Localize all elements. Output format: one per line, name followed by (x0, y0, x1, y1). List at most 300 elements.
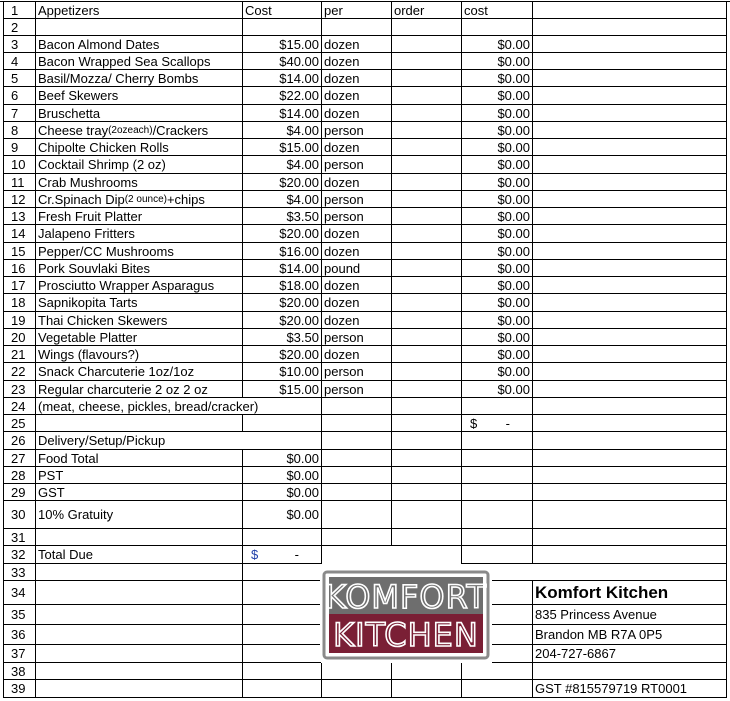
item-line-total: $0.00 (461, 70, 532, 87)
row-number: 12 (3, 191, 35, 208)
item-cost: $20.00 (242, 346, 321, 363)
item-name-text: Bruschetta (38, 105, 101, 121)
item-unit: dozen (321, 312, 391, 329)
table-row (0, 312, 730, 329)
pst-value: $0.00 (242, 467, 321, 484)
row-number: 23 (3, 381, 35, 398)
blank-cell[interactable] (242, 605, 321, 625)
header-appetizers: Appetizers (35, 2, 242, 19)
blank-cell[interactable] (532, 450, 727, 467)
header-row (0, 1, 730, 19)
item-unit: pound (321, 260, 391, 277)
item-unit: person (321, 329, 391, 346)
blank-cell[interactable] (242, 663, 321, 680)
item-line-total: $0.00 (461, 105, 532, 122)
blank-cell[interactable] (461, 484, 532, 501)
blank-cell[interactable] (321, 19, 391, 36)
blank-cell[interactable] (492, 564, 727, 581)
blank-cell[interactable] (242, 529, 321, 546)
item-line-total: $0.00 (461, 208, 532, 225)
item-cost: $40.00 (242, 53, 321, 70)
item-unit: dozen (321, 70, 391, 87)
row-number: 37 (3, 645, 35, 663)
blank-cell[interactable] (461, 432, 532, 450)
row-number: 2 (3, 19, 35, 36)
blank-cell[interactable] (391, 415, 461, 432)
order-quantity-cell[interactable] (391, 294, 461, 312)
item-name-text: Thai Chicken Skewers (38, 312, 168, 328)
blank-cell[interactable] (461, 501, 532, 529)
table-row (0, 277, 730, 294)
blank-cell[interactable] (532, 139, 727, 156)
total-due-currency: $ (251, 547, 259, 562)
item-name (35, 225, 242, 243)
item-name-text: Cocktail Shrimp (2 oz) (38, 157, 166, 172)
item-cost: $15.00 (242, 381, 321, 398)
blank-cell[interactable] (35, 680, 242, 698)
blank-cell[interactable] (242, 625, 321, 645)
item-name-note: (2 ounce) (124, 193, 167, 205)
item-name (35, 329, 242, 346)
table-row (0, 329, 730, 346)
row-number: 36 (3, 625, 35, 645)
blank-cell[interactable] (532, 329, 727, 346)
order-quantity-cell[interactable] (391, 53, 461, 70)
header-total-cost: cost (461, 2, 532, 19)
item-line-total: $0.00 (461, 346, 532, 363)
item-name (35, 191, 242, 208)
row-number: 1 (3, 2, 35, 19)
blank-cell[interactable] (461, 663, 532, 680)
row-number: 20 (3, 329, 35, 346)
table-row (0, 70, 730, 87)
row-number: 32 (3, 546, 35, 564)
item-name (35, 36, 242, 53)
blank-cell[interactable] (532, 260, 727, 277)
blank-cell[interactable] (532, 19, 727, 36)
blank-cell[interactable] (461, 450, 532, 467)
row-number: 16 (3, 260, 35, 277)
item-unit: person (321, 208, 391, 225)
item-unit: person (321, 363, 391, 381)
blank-cell[interactable] (391, 501, 461, 529)
item-unit: dozen (321, 346, 391, 363)
item-cost: $15.00 (242, 139, 321, 156)
item-name-text: Jalapeno Fritters (38, 226, 135, 241)
blank-cell[interactable] (492, 645, 532, 663)
charcuterie-note: (meat, cheese, pickles, bread/cracker) (35, 398, 321, 415)
item-cost: $15.00 (242, 36, 321, 53)
blank-cell[interactable] (461, 529, 532, 546)
item-cost: $20.00 (242, 225, 321, 243)
blank-cell[interactable] (321, 450, 391, 467)
row-number: 39 (3, 680, 35, 698)
blank-cell[interactable] (391, 680, 461, 698)
table-row (0, 174, 730, 191)
header-blank (532, 2, 727, 19)
table-row (0, 381, 730, 398)
item-cost: $22.00 (242, 87, 321, 105)
item-name-text: Bacon Wrapped Sea Scallops (38, 53, 211, 69)
blank-cell[interactable] (492, 581, 532, 605)
business-gst-number: GST #815579719 RT0001 (532, 680, 727, 698)
blank-cell[interactable] (391, 432, 461, 450)
row-number: 38 (3, 663, 35, 680)
row-number: 3 (3, 36, 35, 53)
footer-row (0, 663, 730, 680)
row-number: 31 (3, 529, 35, 546)
item-unit: dozen (321, 139, 391, 156)
table-row (0, 53, 730, 70)
item-unit: dozen (321, 294, 391, 312)
blank-cell[interactable] (321, 529, 391, 546)
item-unit: person (321, 122, 391, 139)
blank-cell[interactable] (321, 663, 391, 680)
blank-cell[interactable] (532, 381, 727, 398)
blank-cell[interactable] (321, 398, 391, 415)
blank-cell[interactable] (461, 398, 532, 415)
item-unit: dozen (321, 53, 391, 70)
total-due-value: - (294, 547, 299, 562)
gst-value: $0.00 (242, 484, 321, 501)
blank-cell[interactable] (532, 70, 727, 87)
table-row (0, 243, 730, 260)
blank-cell[interactable] (532, 398, 727, 415)
row-number: 28 (3, 467, 35, 484)
order-quantity-cell[interactable] (391, 36, 461, 53)
order-quantity-cell[interactable] (391, 139, 461, 156)
row-number: 25 (3, 415, 35, 432)
blank-cell[interactable] (532, 243, 727, 260)
order-quantity-cell[interactable] (391, 312, 461, 329)
table-row (0, 260, 730, 277)
food-total-row (0, 450, 730, 467)
header-per: per (321, 2, 391, 19)
delivery-row (0, 432, 730, 450)
blank-cell[interactable] (532, 501, 727, 529)
gratuity-label: 10% Gratuity (35, 501, 242, 529)
order-quantity-cell[interactable] (391, 191, 461, 208)
table-row (0, 139, 730, 156)
order-quantity-cell[interactable] (391, 225, 461, 243)
order-quantity-cell[interactable] (391, 363, 461, 381)
order-quantity-cell[interactable] (391, 105, 461, 122)
item-line-total: $0.00 (461, 363, 532, 381)
item-cost: $14.00 (242, 260, 321, 277)
blank-cell[interactable] (532, 36, 727, 53)
item-name (35, 70, 242, 87)
item-name-text: Fresh Fruit Platter (38, 208, 143, 224)
item-unit: dozen (321, 277, 391, 294)
blank-cell[interactable] (461, 467, 532, 484)
item-name (35, 174, 242, 191)
blank-cell[interactable] (321, 467, 391, 484)
item-cost: $10.00 (242, 363, 321, 381)
item-name-text: Regular charcuterie 2 oz 2 oz (38, 381, 208, 397)
item-unit: dozen (321, 243, 391, 260)
order-quantity-cell[interactable] (391, 260, 461, 277)
item-line-total: $0.00 (461, 294, 532, 312)
blank-cell[interactable] (242, 581, 321, 605)
blank-cell[interactable] (391, 484, 461, 501)
blank-cell[interactable] (391, 467, 461, 484)
blank-cell[interactable] (461, 19, 532, 36)
order-quantity-cell[interactable] (391, 156, 461, 174)
blank-cell[interactable] (532, 191, 727, 208)
blank-cell[interactable] (321, 546, 391, 564)
table-row (0, 346, 730, 363)
item-cost: $14.00 (242, 105, 321, 122)
logo-text-top: KOMFORT (324, 578, 488, 616)
item-cost: $3.50 (242, 208, 321, 225)
gst-row (0, 484, 730, 501)
item-cost: $20.00 (242, 174, 321, 191)
row-number: 5 (3, 70, 35, 87)
blank-cell[interactable] (532, 122, 727, 139)
item-unit: dozen (321, 36, 391, 53)
item-name-text: Basil/Mozza/ Cherry Bombs (38, 70, 199, 86)
blank-cell[interactable] (532, 432, 727, 450)
row-number: 8 (3, 122, 35, 139)
total-due-label: Total Due (35, 546, 242, 564)
blank-cell[interactable] (321, 501, 391, 529)
blank-cell[interactable] (532, 156, 727, 174)
blank-cell[interactable] (391, 663, 461, 680)
item-line-total: $0.00 (461, 122, 532, 139)
table-row (0, 156, 730, 174)
header-cost: Cost (242, 2, 321, 19)
item-unit: person (321, 156, 391, 174)
blank-cell[interactable] (492, 625, 532, 645)
item-line-total: $0.00 (461, 243, 532, 260)
blank-cell[interactable] (35, 663, 242, 680)
blank-cell[interactable] (532, 277, 727, 294)
item-unit: dozen (321, 87, 391, 105)
item-line-total: $0.00 (461, 191, 532, 208)
blank-cell[interactable] (391, 546, 461, 564)
row-number: 7 (3, 105, 35, 122)
blank-cell[interactable] (35, 625, 242, 645)
item-cost: $16.00 (242, 243, 321, 260)
blank-cell[interactable] (532, 208, 727, 225)
order-quantity-cell[interactable] (391, 243, 461, 260)
business-phone: 204-727-6867 (532, 645, 727, 663)
item-name (35, 208, 242, 225)
item-name (35, 243, 242, 260)
blank-cell[interactable] (532, 546, 727, 564)
table-row (0, 191, 730, 208)
order-quantity-cell[interactable] (391, 277, 461, 294)
order-quantity-cell[interactable] (391, 346, 461, 363)
blank-cell[interactable] (321, 415, 391, 432)
order-quantity-cell[interactable] (391, 87, 461, 105)
item-name (35, 277, 242, 294)
item-name-suffix: +chips (166, 191, 205, 207)
blank-cell[interactable] (391, 450, 461, 467)
business-city: Brandon MB R7A 0P5 (532, 625, 727, 645)
item-name (35, 260, 242, 277)
blank-cell[interactable] (532, 312, 727, 329)
row-number: 10 (3, 156, 35, 174)
item-line-total: $0.00 (461, 277, 532, 294)
blank-cell[interactable] (35, 645, 242, 663)
item-unit: dozen (321, 225, 391, 243)
total-due-row (0, 546, 730, 564)
item-line-total: $0.00 (461, 260, 532, 277)
blank-cell[interactable] (242, 564, 321, 581)
blank-cell[interactable] (391, 398, 461, 415)
item-name-suffix: /Crackers (152, 122, 209, 138)
row-number: 27 (3, 450, 35, 467)
order-quantity-cell[interactable] (391, 70, 461, 87)
item-name-text: Crab Mushrooms (38, 174, 138, 190)
row-number: 18 (3, 294, 35, 312)
item-line-total: $0.00 (461, 381, 532, 398)
footer-row (0, 680, 730, 698)
item-name (35, 53, 242, 70)
subtotal-currency: $ (470, 415, 478, 431)
blank-cell[interactable] (242, 415, 321, 432)
order-quantity-cell[interactable] (391, 329, 461, 346)
order-quantity-cell[interactable] (391, 174, 461, 191)
item-cost: $4.00 (242, 122, 321, 139)
blank-cell[interactable] (532, 363, 727, 381)
item-line-total: $0.00 (461, 139, 532, 156)
item-name (35, 312, 242, 329)
blank-cell[interactable] (35, 415, 242, 432)
blank-cell[interactable] (532, 663, 727, 680)
table-row (0, 225, 730, 243)
row-number: 6 (3, 87, 35, 105)
row-number: 26 (3, 432, 35, 450)
row-number: 30 (3, 501, 35, 529)
blank-cell[interactable] (321, 432, 391, 450)
table-row (0, 36, 730, 53)
row-number: 19 (3, 312, 35, 329)
blank-cell[interactable] (461, 546, 532, 564)
item-cost: $18.00 (242, 277, 321, 294)
blank-cell[interactable] (321, 680, 391, 698)
blank-cell[interactable] (35, 529, 242, 546)
row-number: 13 (3, 208, 35, 225)
item-cost: $20.00 (242, 294, 321, 312)
item-name-text: Chipolte Chicken Rolls (38, 139, 169, 155)
blank-cell[interactable] (35, 581, 242, 605)
blank-cell[interactable] (35, 19, 242, 36)
blank-cell[interactable] (532, 53, 727, 70)
item-unit: person (321, 381, 391, 398)
item-name (35, 156, 242, 174)
item-name-text: Bacon Almond Dates (38, 36, 160, 52)
business-address: 835 Princess Avenue (532, 605, 727, 625)
order-quantity-cell[interactable] (391, 122, 461, 139)
food-total-value: $0.00 (242, 450, 321, 467)
blank-row (0, 529, 730, 546)
item-name-text: Cr.Spinach Dip (38, 191, 125, 207)
item-line-total: $0.00 (461, 156, 532, 174)
item-line-total: $0.00 (461, 329, 532, 346)
item-name-text: Cheese tray (38, 122, 109, 138)
item-name-text: Sapnikopita Tarts (38, 295, 138, 310)
blank-cell[interactable] (35, 605, 242, 625)
row-number: 17 (3, 277, 35, 294)
table-row (0, 363, 730, 381)
subtotal-value: - (505, 415, 510, 431)
row-number: 4 (3, 53, 35, 70)
blank-cell[interactable] (242, 645, 321, 663)
blank-cell[interactable] (391, 19, 461, 36)
item-name (35, 87, 242, 105)
blank-cell[interactable] (461, 680, 532, 698)
item-name-text: Pork Souvlaki Bites (38, 260, 150, 276)
blank-row (0, 19, 730, 36)
row-number: 9 (3, 139, 35, 156)
item-name (35, 381, 242, 398)
blank-cell[interactable] (532, 415, 727, 432)
row-number: 24 (3, 398, 35, 415)
subtotal-cell (461, 415, 532, 432)
row-number: 15 (3, 243, 35, 260)
total-due-cell (242, 546, 321, 564)
blank-cell[interactable] (532, 174, 727, 191)
blank-cell[interactable] (532, 529, 727, 546)
item-name (35, 139, 242, 156)
blank-cell[interactable] (532, 294, 727, 312)
item-name (35, 105, 242, 122)
delivery-label: Delivery/Setup/Pickup (35, 432, 321, 450)
blank-cell[interactable] (532, 484, 727, 501)
row-number: 22 (3, 363, 35, 381)
blank-cell[interactable] (532, 105, 727, 122)
blank-cell[interactable] (532, 346, 727, 363)
blank-cell[interactable] (532, 467, 727, 484)
blank-cell[interactable] (492, 605, 532, 625)
subtotal-row (0, 415, 730, 432)
item-unit: dozen (321, 174, 391, 191)
item-name-text: Wings (flavours?) (38, 346, 140, 362)
item-cost: $4.00 (242, 191, 321, 208)
blank-cell[interactable] (321, 484, 391, 501)
item-cost: $3.50 (242, 329, 321, 346)
logo-text-bottom: KITCHEN (333, 616, 479, 654)
blank-cell[interactable] (391, 529, 461, 546)
blank-cell[interactable] (532, 225, 727, 243)
item-name-text: Pepper/CC Mushrooms (38, 243, 174, 259)
order-quantity-cell[interactable] (391, 381, 461, 398)
gst-label: GST (35, 484, 242, 501)
order-quantity-cell[interactable] (391, 208, 461, 225)
item-name-text: Prosciutto Wrapper Asparagus (38, 277, 215, 293)
table-row (0, 105, 730, 122)
blank-cell[interactable] (532, 87, 727, 105)
blank-cell[interactable] (35, 564, 242, 581)
item-name (35, 363, 242, 381)
blank-cell[interactable] (242, 680, 321, 698)
row-number: 33 (3, 564, 35, 581)
table-row (0, 294, 730, 312)
item-cost: $20.00 (242, 312, 321, 329)
table-row (0, 87, 730, 105)
row-number: 35 (3, 605, 35, 625)
item-line-total: $0.00 (461, 174, 532, 191)
item-line-total: $0.00 (461, 312, 532, 329)
item-cost: $14.00 (242, 70, 321, 87)
blank-cell[interactable] (242, 19, 321, 36)
table-row (0, 208, 730, 225)
pst-label: PST (35, 467, 242, 484)
gratuity-row (0, 501, 730, 529)
item-unit: dozen (321, 105, 391, 122)
